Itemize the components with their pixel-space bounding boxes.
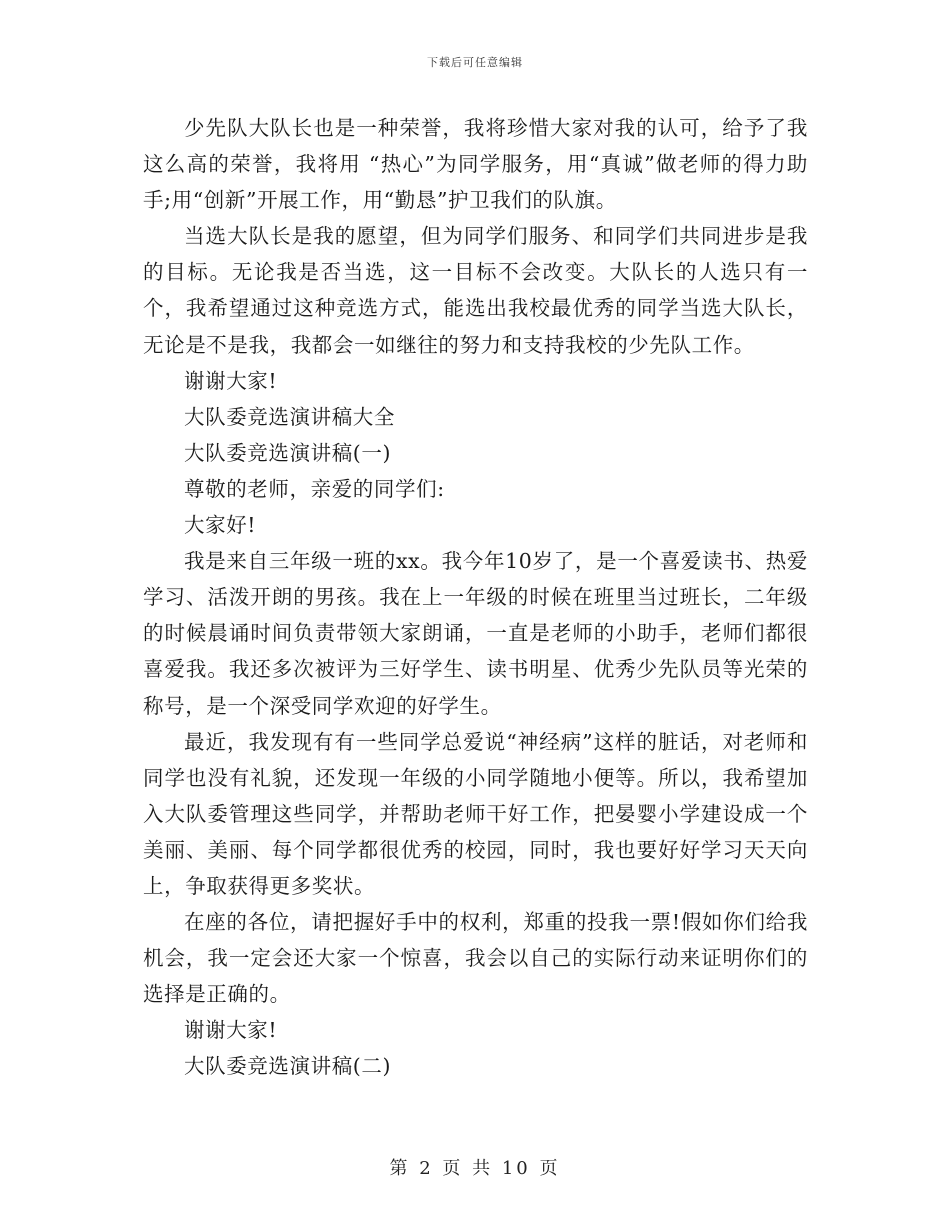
page-footer: 第 2 页 共 10 页: [389, 1158, 561, 1179]
speech-two-title: 大队委竞选演讲稿(二): [184, 1054, 392, 1079]
page-header: 下载后可任意编辑: [427, 56, 523, 69]
paragraph-honor: 少先队大队长也是一种荣誉，我将珍惜大家对我的认可，给予了我这么高的荣誉，我将用 “热心”为同学服务，用“真诚”做老师的得力助手;用“创新”开展工作，用“勤恳”护卫我们的队旗。: [143, 116, 808, 213]
speech-one-title: 大队委竞选演讲稿(一): [184, 440, 392, 465]
paragraph-intro: 我是来自三年级一班的xx。我今年10岁了，是一个喜爱读书、热爱学习、活泼开朗的男孩。我在上一年级的时候在班里当过班长，二年级的时候晨诵时间负责带领大家朗诵，一直是老师的小助手，老师们都很喜爱我。我还多次被评为三好学生、读书明星、优秀少先队员等光荣的称号，是一个深受同学欢迎的好学生。: [143, 549, 808, 718]
greeting: 大家好!: [184, 513, 257, 538]
paragraph-thanks-1: 谢谢大家!: [184, 368, 278, 393]
salutation: 尊敬的老师，亲爱的同学们:: [184, 476, 445, 501]
paragraph-thanks-2: 谢谢大家!: [184, 1018, 278, 1043]
paragraph-plan: 最近，我发现有有一些同学总爱说“神经病”这样的脏话，对老师和同学也没有礼貌，还发现一年级的小同学随地小便等。所以，我希望加入大队委管理这些同学，并帮助老师干好工作，把晏婴小学建设成一个美丽、美丽、每个同学都很优秀的校园，同时，我也要好好学习天天向上，争取获得更多奖状。: [143, 729, 808, 898]
paragraph-goal: 当选大队长是我的愿望，但为同学们服务、和同学们共同进步是我的目标。无论我是否当选，这一目标不会改变。大队长的人选只有一个，我希望通过这种竞选方式，能选出我校最优秀的同学当选大队长，无论是不是我，我都会一如继往的努力和支持我校的少先队工作。: [143, 224, 808, 357]
section-title: 大队委竞选演讲稿大全: [184, 404, 395, 429]
paragraph-vote: 在座的各位，请把握好手中的权利，郑重的投我一票!假如你们给我机会，我一定会还大家一个惊喜，我会以自己的实际行动来证明你们的选择是正确的。: [143, 910, 808, 1007]
document-body: [143, 110, 808, 1085]
